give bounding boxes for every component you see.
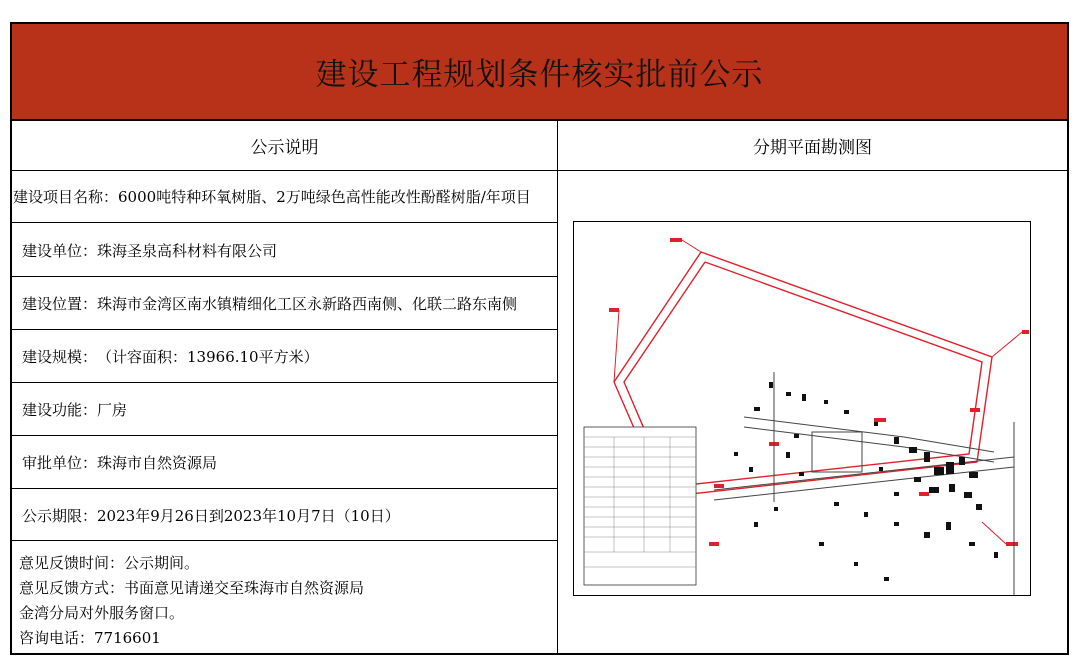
period-value: 2023年9月26日到2023年10月7日（10日） bbox=[97, 506, 400, 525]
function-value: 厂房 bbox=[97, 401, 128, 419]
project-name-value: 6000吨特种环氧树脂、2万吨绿色高性能改性酚醛树脂/年项目 bbox=[118, 188, 531, 206]
row-approver bbox=[12, 437, 557, 489]
project-name-label: 建设项目名称： bbox=[13, 188, 119, 206]
feedback-method-cont: 金湾分局对外服务窗口。 bbox=[19, 604, 185, 622]
row-function bbox=[12, 384, 557, 436]
builder-value: 珠海圣泉高科材料有限公司 bbox=[97, 241, 278, 260]
row-scale bbox=[12, 331, 557, 383]
approver-label: 审批单位： bbox=[22, 454, 98, 472]
function-label: 建设功能： bbox=[22, 401, 98, 419]
row-period bbox=[12, 490, 557, 541]
page-title: 建设工程规划条件核实批前公示 bbox=[12, 24, 1067, 121]
builder-label: 建设单位： bbox=[22, 241, 98, 260]
column-divider bbox=[557, 121, 558, 655]
survey-map-drawing bbox=[574, 222, 1030, 595]
scale-value: （计容面积：13966.10平方米） bbox=[97, 348, 319, 366]
notice-sheet bbox=[10, 22, 1069, 655]
period-label: 公示期限： bbox=[22, 506, 98, 525]
feedback-block bbox=[12, 541, 557, 655]
feedback-method: 意见反馈方式：书面意见请递交至珠海市自然资源局 bbox=[19, 579, 365, 597]
approver-value: 珠海市自然资源局 bbox=[97, 454, 218, 472]
contact-phone: 咨询电话：7716601 bbox=[19, 629, 161, 647]
scale-label: 建设规模： bbox=[22, 348, 98, 366]
row-builder bbox=[12, 224, 557, 277]
survey-map bbox=[573, 221, 1031, 596]
notice-description-header: 公示说明 bbox=[12, 121, 558, 171]
location-value: 珠海市金湾区南水镇精细化工区永新路西南侧、化联二路东南侧 bbox=[97, 295, 518, 313]
survey-map-header: 分期平面勘测图 bbox=[558, 121, 1067, 171]
legend-table bbox=[584, 427, 696, 585]
road-outlines bbox=[714, 372, 1014, 595]
feedback-time: 意见反馈时间：公示期间。 bbox=[19, 554, 200, 572]
row-location bbox=[12, 278, 557, 330]
row-project-name bbox=[12, 171, 557, 223]
location-label: 建设位置： bbox=[22, 295, 98, 313]
